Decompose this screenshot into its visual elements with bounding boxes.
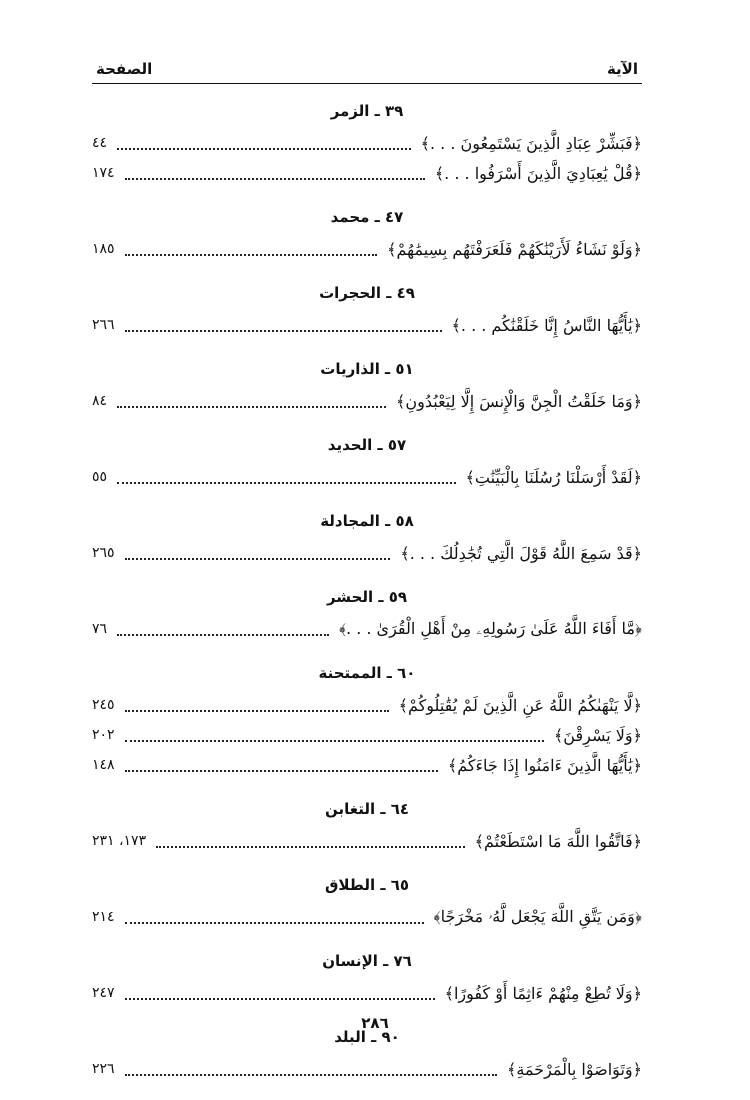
surah-section <box>92 356 642 416</box>
page-reference: ٢٦٦ <box>92 317 115 333</box>
column-header <box>92 60 642 84</box>
page-reference: ٥٥ <box>92 469 108 485</box>
page-reference: ٢٤٧ <box>92 985 115 1001</box>
index-page <box>92 60 642 1100</box>
page-reference: ٢٤٥ <box>92 697 115 713</box>
page-reference: ٢٢٦ <box>92 1061 115 1077</box>
dot-leader <box>117 148 411 150</box>
verse-entry <box>92 690 642 720</box>
verse-text: ﴿يَٰأَيُّهَا الَّذِينَ ءَامَنُوا إِذَا جَاءَكُمُ﴾ <box>447 755 642 775</box>
surah-section <box>92 280 642 340</box>
verse-text: ﴿مَّا أَفَاءَ اللَّهُ عَلَىٰ رَسُولِهِۦ مِنْ أَهْلِ الْقُرَىٰ . . .﴾ <box>338 619 642 638</box>
dot-leader <box>125 770 438 772</box>
page-reference: ٢٦٥ <box>92 545 115 561</box>
page-reference: ٤٤ <box>92 135 108 151</box>
verse-text: ﴿وَمَا خَلَقْتُ الْجِنَّ وَالْإِنسَ إِلَّا لِيَعْبُدُونِ﴾ <box>395 391 642 411</box>
surah-section <box>92 872 642 932</box>
surah-title: ٤٧ ـ محمد <box>330 208 404 226</box>
page-reference: ١٤٨ <box>92 757 115 773</box>
surah-section <box>92 98 642 188</box>
surah-section <box>92 796 642 856</box>
dot-leader <box>125 330 442 332</box>
verse-text: ﴿وَتَوَاصَوْا بِالْمَرْحَمَةِ﴾ <box>506 1059 642 1079</box>
dot-leader <box>125 558 391 560</box>
verse-entry <box>92 720 642 750</box>
page-reference: ٢١٤ <box>92 909 115 925</box>
dot-leader <box>125 922 424 924</box>
surah-title: ٥٧ ـ الحديد <box>327 436 407 454</box>
dot-leader <box>125 178 425 180</box>
page-number: ٢٨٦ <box>361 1014 389 1032</box>
dot-leader <box>156 846 464 848</box>
surah-section <box>92 660 642 780</box>
verse-text: ﴿وَلَوْ نَشَاءُ لَأَرَيْنَٰكَهُمْ فَلَعَرَفْتَهُم بِسِيمَٰهُمْ﴾ <box>387 239 642 259</box>
page-reference: ١٨٥ <box>92 241 115 257</box>
verse-entry <box>92 902 642 932</box>
verse-text: ﴿لَّا يَنْهَىٰكُمُ اللَّهُ عَنِ الَّذِينَ لَمْ يُقَٰتِلُوكُمْ﴾ <box>398 695 642 715</box>
verse-entry <box>92 750 642 780</box>
surah-title: ٧٦ ـ الإنسان <box>322 952 412 970</box>
verse-text: ﴿قَدْ سَمِعَ اللَّهُ قَوْلَ الَّتِي تُجَٰدِلُكَ . . .﴾ <box>400 543 642 563</box>
dot-leader <box>125 740 544 742</box>
verse-text: ﴿لَقَدْ أَرْسَلْنَا رُسُلَنَا بِالْبَيِّنَٰتِ﴾ <box>465 467 642 487</box>
surah-title: ٥٩ ـ الحشر <box>326 588 408 606</box>
verse-text: ﴿يَٰأَيُّهَا النَّاسُ إِنَّا خَلَقْنَٰكُم . . .﴾ <box>451 315 642 335</box>
verse-text: ﴿قُلْ يَٰعِبَادِيَ الَّذِينَ أَسْرَفُوا . . .﴾ <box>434 163 642 183</box>
verse-text: ﴿فَبَشِّرْ عِبَادِ الَّذِينَ يَسْتَمِعُونَ . . .﴾ <box>420 133 642 153</box>
surah-section <box>92 584 642 644</box>
surah-section <box>92 508 642 568</box>
surah-title: ٥١ ـ الذاريات <box>320 360 414 378</box>
surah-section <box>92 432 642 492</box>
dot-leader <box>125 710 389 712</box>
surah-title: ٣٩ ـ الزمر <box>330 102 404 120</box>
surah-title: ٦٠ ـ الممتحنة <box>318 664 416 682</box>
dot-leader <box>125 1074 497 1076</box>
verse-entry <box>92 158 642 188</box>
verse-text: ﴿وَمَن يَتَّقِ اللَّهَ يَجْعَل لَّهُۥ مَخْرَجًا﴾ <box>433 907 642 926</box>
page-reference: ٢٠٢ <box>92 727 115 743</box>
page-column-label: الصفحة <box>96 60 153 78</box>
surah-title: ٩٠ ـ البلد <box>334 1028 400 1046</box>
page-reference: ١٧٣، ٢٣١ <box>92 833 147 849</box>
page-reference: ٨٤ <box>92 393 108 409</box>
verse-entry <box>92 128 642 158</box>
verse-text: ﴿وَلَا تُطِعْ مِنْهُمْ ءَاثِمًا أَوْ كَفُورًا﴾ <box>444 983 642 1003</box>
verse-column-label: الآية <box>606 60 638 78</box>
surah-title: ٥٨ ـ المجادلة <box>320 512 414 530</box>
surah-section <box>92 948 642 1008</box>
dot-leader <box>117 406 386 408</box>
verse-entry <box>92 462 642 492</box>
dot-leader <box>125 254 378 256</box>
verse-entry <box>92 978 642 1008</box>
surah-section <box>92 1024 642 1084</box>
surah-title: ٦٤ ـ التغابن <box>324 800 409 818</box>
dot-leader <box>117 634 329 636</box>
surah-sections <box>92 98 642 1084</box>
dot-leader <box>125 998 435 1000</box>
verse-entry <box>92 614 642 644</box>
verse-entry <box>92 1054 642 1084</box>
surah-title: ٤٩ ـ الحجرات <box>319 284 415 302</box>
dot-leader <box>117 482 455 484</box>
surah-title: ٦٥ ـ الطلاق <box>324 876 410 894</box>
verse-text: ﴿وَلَا يَسْرِقْنَ﴾ <box>553 725 642 745</box>
verse-entry <box>92 538 642 568</box>
verse-text: ﴿فَاتَّقُوا اللَّهَ مَا اسْتَطَعْتُمْ﴾ <box>474 831 642 851</box>
verse-entry <box>92 234 642 264</box>
verse-entry <box>92 310 642 340</box>
page-reference: ١٧٤ <box>92 165 115 181</box>
verse-entry <box>92 386 642 416</box>
surah-section <box>92 204 642 264</box>
page-reference: ٧٦ <box>92 621 108 637</box>
verse-entry <box>92 826 642 856</box>
